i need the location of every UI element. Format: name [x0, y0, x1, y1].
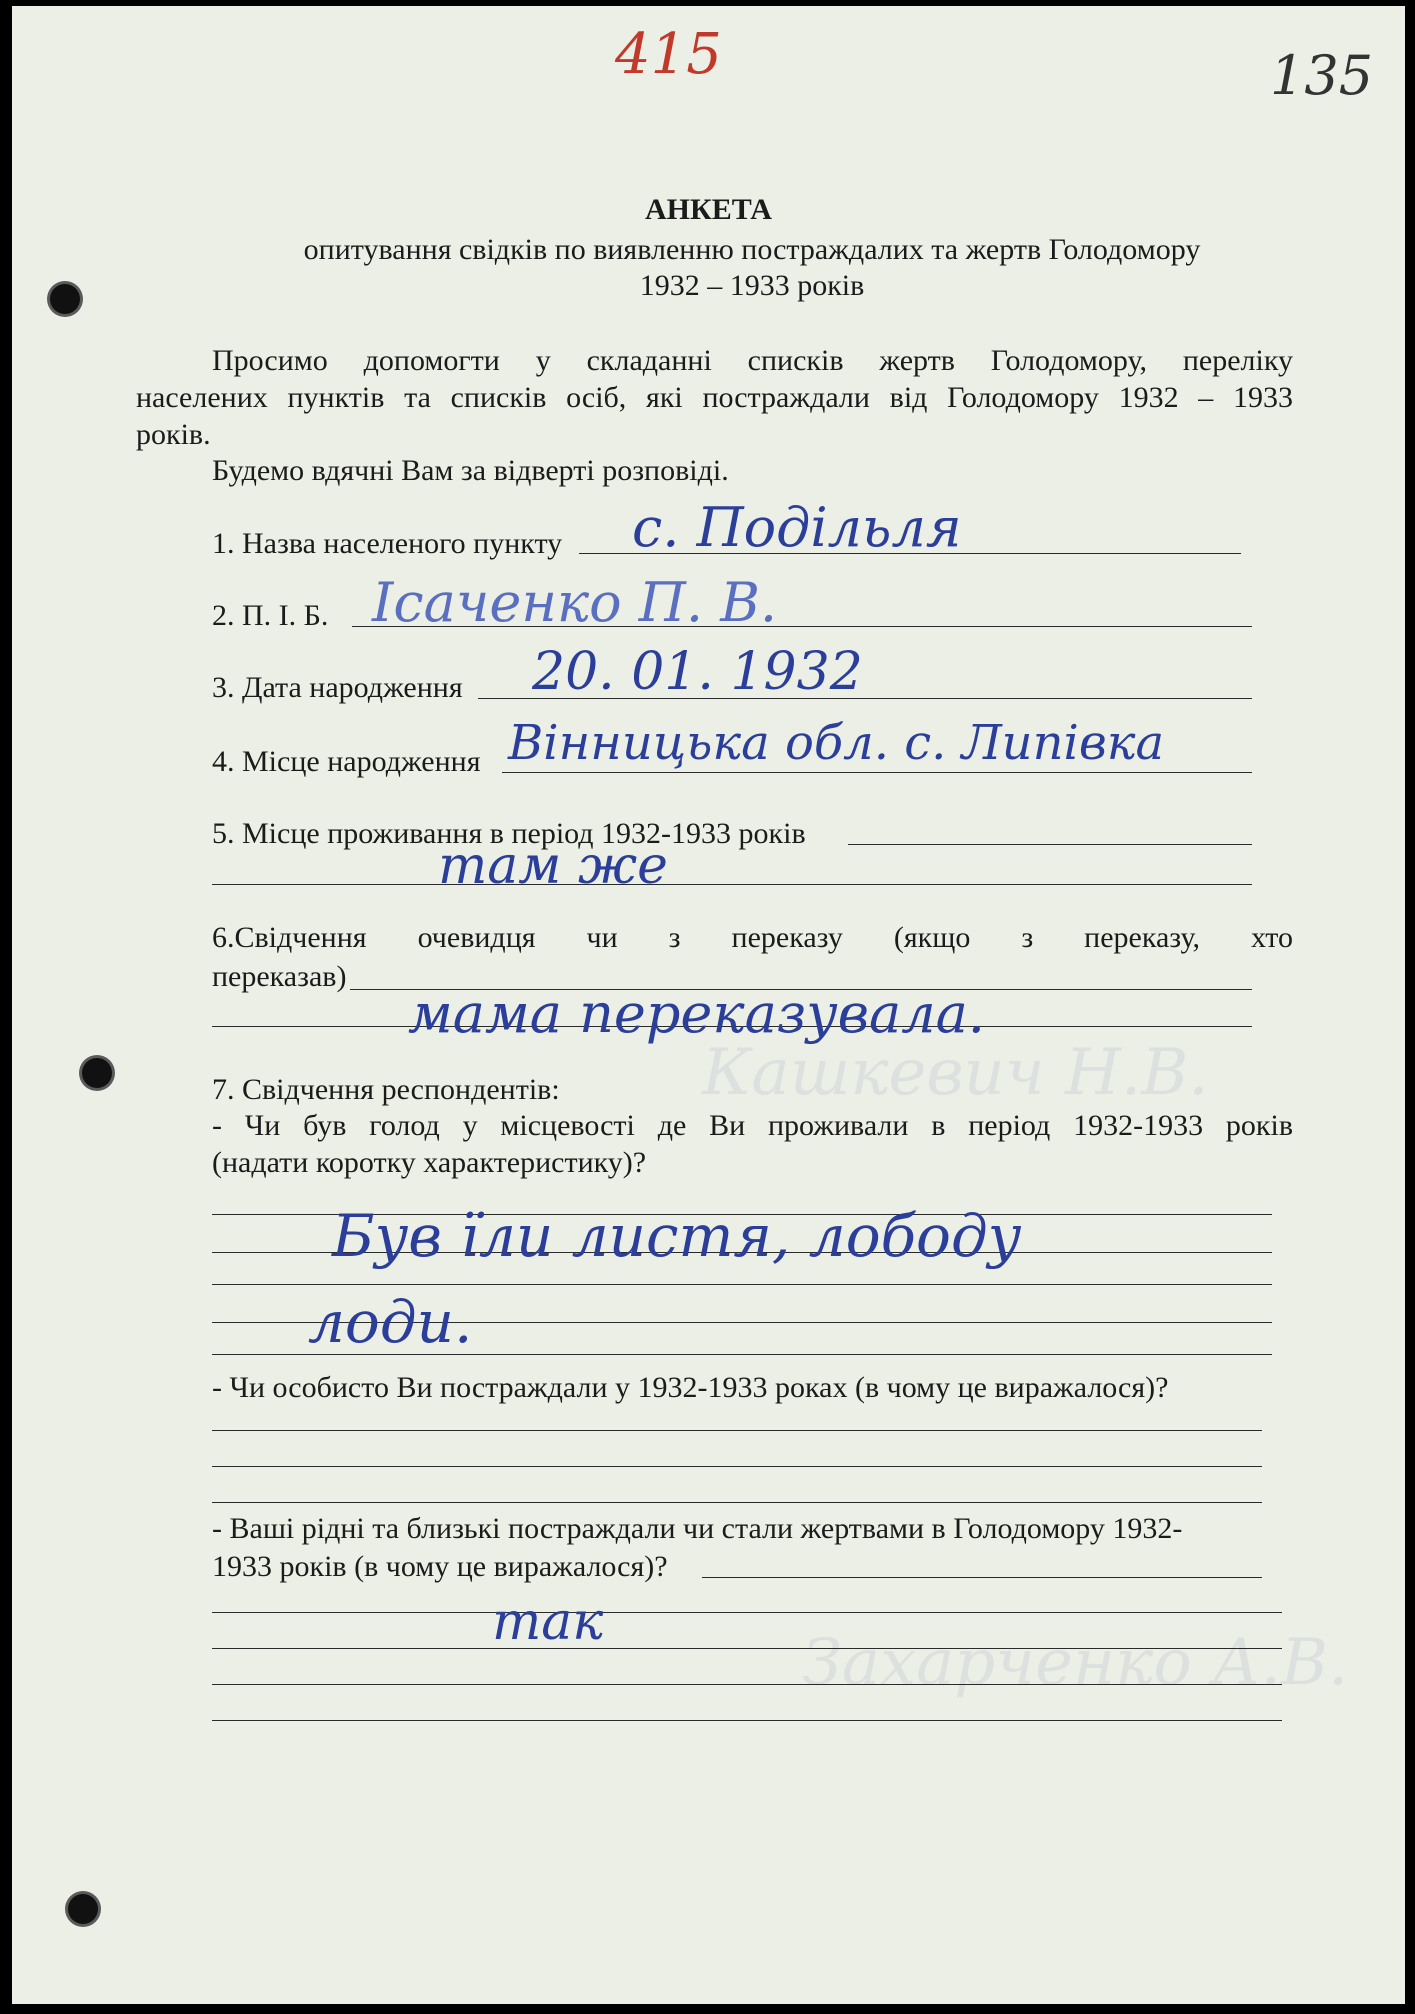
intro-line: Просимо допомогти у складанні списків жертв Голодомору, переліку [212, 344, 1293, 377]
q6-label: переказав) [212, 960, 347, 993]
form-title: АНКЕТА [645, 193, 772, 226]
q5-answer-line [212, 884, 1252, 885]
q7a-answer: Був їли листя, лободу [332, 1202, 1022, 1270]
q7c-answer-line [702, 1577, 1262, 1578]
q7a-answer: лоди. [308, 1288, 473, 1356]
q7a-answer-line [212, 1284, 1272, 1285]
archive-number-red: 415 [615, 22, 722, 87]
q7b-answer-line [212, 1466, 1262, 1467]
q1-label: 1. Назва населеного пункту [212, 527, 563, 560]
q1-answer: с. Подільля [632, 496, 962, 559]
q7c-label: 1933 років (в чому це виражалося)? [212, 1550, 668, 1583]
q4-answer-line [502, 772, 1252, 773]
q2-answer: Ісаченко П. В. [372, 571, 778, 634]
q7c-answer-line [212, 1720, 1282, 1721]
thanks-line: Будемо вдячні Вам за відверті розповіді. [212, 454, 729, 487]
q7a-label: - Чи був голод у місцевості де Ви проживали в період 1932-1933 років [212, 1109, 1293, 1142]
intro-line: років. [136, 418, 211, 451]
q7b-label: - Чи особисто Ви постраждали у 1932-1933 роках (в чому це виражалося)? [212, 1371, 1169, 1404]
q6-answer: мама переказувала. [408, 982, 985, 1045]
q5-answer: там же [438, 836, 668, 896]
q7c-answer-line [212, 1648, 1282, 1649]
q5-answer-line [848, 844, 1252, 845]
bleed-through-text: Захарченко А.В. [802, 1626, 1349, 1700]
page-number: 135 [1270, 44, 1374, 107]
punch-hole-middle [82, 1058, 112, 1088]
q4-label: 4. Місце народження [212, 745, 481, 778]
q7a-label: (надати коротку характеристику)? [212, 1146, 647, 1179]
bleed-through-text: Кашкевич Н.В. [702, 1036, 1209, 1110]
q7c-answer-line [212, 1684, 1282, 1685]
q4-answer: Вінницька обл. с. Липівка [508, 715, 1165, 771]
q7b-answer-line [212, 1430, 1262, 1431]
q3-label: 3. Дата народження [212, 671, 463, 704]
section7-title: 7. Свідчення респондентів: [212, 1073, 560, 1106]
questionnaire-page [12, 6, 1405, 2004]
q6-label: 6.Свідчення очевидця чи з переказу (якщо з переказу, хто [212, 921, 1293, 954]
q3-answer: 20. 01. 1932 [532, 642, 863, 702]
punch-hole-bottom [68, 1894, 98, 1924]
q2-label: 2. П. І. Б. [212, 599, 329, 632]
q5-label: 5. Місце проживання в період 1932-1933 років [212, 817, 806, 850]
form-subtitle-years: 1932 – 1933 років [639, 269, 865, 302]
intro-line: населених пунктів та списків осіб, які постраждали від Голодомору 1932 – 1933 [136, 381, 1293, 414]
q7b-answer-line [212, 1502, 1262, 1503]
q7c-answer-line [212, 1612, 1282, 1613]
q7c-label: - Ваші рідні та близькі постраждали чи стали жертвами в Голодомору 1932- [212, 1512, 1183, 1545]
form-subtitle: опитування свідків по виявленню постраждалих та жертв Голодомору [303, 233, 1201, 266]
q7c-answer: так [492, 1592, 604, 1652]
